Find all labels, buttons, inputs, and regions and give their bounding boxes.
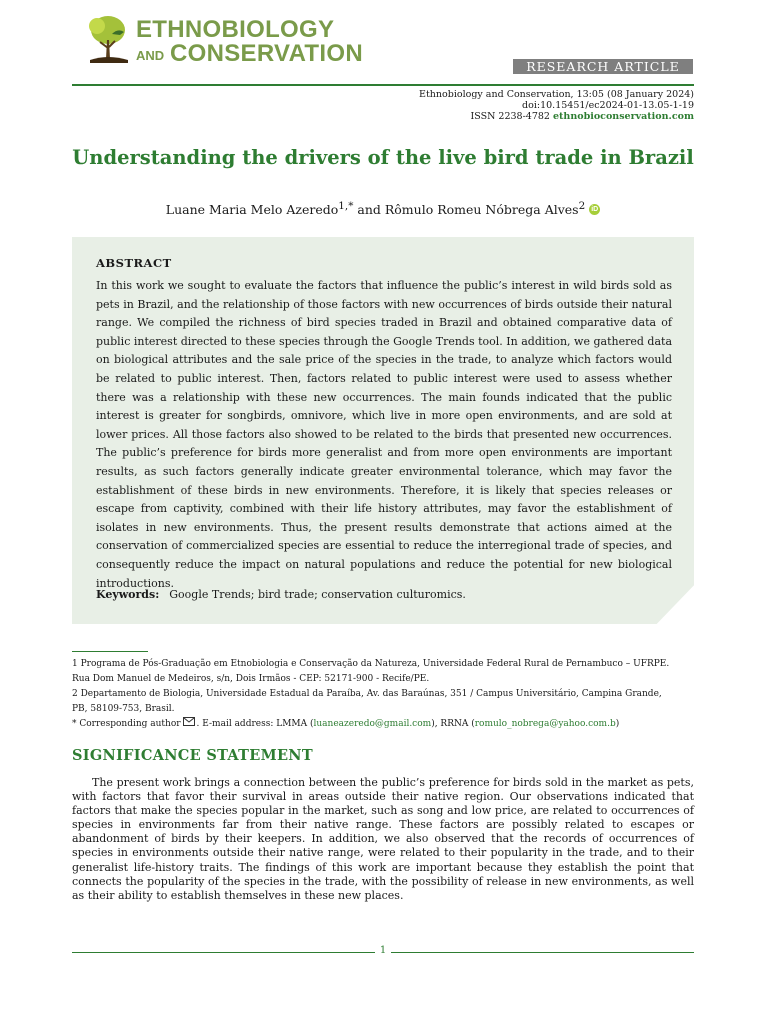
logo-text-and: AND xyxy=(136,48,165,63)
author-1-affil: 1,* xyxy=(338,200,354,212)
issn: ISSN 2238-4782 xyxy=(470,111,550,122)
footer-rule-right xyxy=(391,952,694,953)
corr-mid: . E-mail address: LMMA ( xyxy=(196,719,314,729)
corr-end: ) xyxy=(615,719,620,729)
orcid-icon[interactable]: iD xyxy=(591,206,599,214)
author-2: Rômulo Romeu Nóbrega Alves xyxy=(384,202,579,218)
footnote-1-line1: 1 Programa de Pós-Graduação em Etnobiologia e Conservação da Natureza, Universidade Federal Rural de Pernambuco – UFRPE. xyxy=(72,659,670,669)
footnote-rule xyxy=(72,651,148,652)
footer-rule-left xyxy=(72,952,375,953)
citation-meta xyxy=(419,89,694,122)
doi-line: doi:10.15451/ec2024-01-13.05-1-19 xyxy=(522,100,694,111)
header-divider xyxy=(72,84,694,86)
article-title: Understanding the drivers of the live bird trade in Brazil xyxy=(72,146,694,169)
tree-bird-icon xyxy=(82,14,134,70)
author-list xyxy=(72,200,694,217)
author-2-affil: 2 xyxy=(578,200,586,212)
logo-text-ethnobiology: ETHNOBIOLOGY xyxy=(136,16,335,43)
corr-prefix: * Corresponding author xyxy=(72,719,181,729)
keywords xyxy=(96,588,466,601)
article-type-badge: RESEARCH ARTICLE xyxy=(513,59,693,74)
footnote-2-line2: PB, 58109-753, Brasil. xyxy=(72,704,175,714)
author-1: Luane Maria Melo Azeredo xyxy=(165,202,339,218)
abstract-heading: ABSTRACT xyxy=(96,256,172,270)
citation-line: Ethnobiology and Conservation, 13:05 (08 January 2024) xyxy=(419,89,694,100)
footnote-1-line2: Rua Dom Manuel de Medeiros, s/n, Dois Irmãos - CEP: 52171-900 - Recife/PE. xyxy=(72,674,430,684)
page-number: 1 xyxy=(379,945,387,956)
significance-text: The present work brings a connection between the public’s preference for birds sold in the market as pets, with factors that favor their survival in areas outside their native region. Our observations indicated that factors that make the species popular in the market, such as song and low price, are related to occurrences of species in environments far from their native range. These factors are possibly related to escapes or abandonment of birds by their keepers. In addition, we also observed that the records of occurrences of species in environments outside their native range, were related to their popularity in the trade, and to their generalist life-history traits. The findings of this work are important because they establish the point that connects the popularity of the species in the trade, with the possibility of release in new environments, as well as their ability to establish themselves in these new places. xyxy=(72,776,694,902)
corresponding-author xyxy=(72,717,702,732)
logo-text-conservation: CONSERVATION xyxy=(170,40,363,67)
email-link-1[interactable]: luaneazeredo@gmail.com xyxy=(313,719,432,729)
corr-mid2: ), RRNA ( xyxy=(431,719,475,729)
envelope-icon xyxy=(183,717,195,726)
keywords-label: Keywords: xyxy=(96,588,160,601)
footnote-2-line1: 2 Departamento de Biologia, Universidade Estadual da Paraíba, Av. das Baraúnas, 351 / Campus Universitário, Campina Grande, xyxy=(72,689,662,699)
footnotes xyxy=(72,657,702,732)
journal-logo xyxy=(82,14,363,70)
keywords-list: Google Trends; bird trade; conservation culturomics. xyxy=(169,588,466,601)
issn-line xyxy=(419,111,694,122)
email-link-2[interactable]: romulo_nobrega@yahoo.com.b xyxy=(474,719,616,729)
author-conjunction: and xyxy=(353,202,385,218)
significance-heading: SIGNIFICANCE STATEMENT xyxy=(72,747,313,764)
abstract-text: In this work we sought to evaluate the factors that influence the public’s interest in wild birds sold as pets in Brazil, and the relationship of those factors with new occurrences of birds outside their natural range. We compiled the richness of bird species traded in Brazil and obtained comparative data of public interest directed to these species through the Google Trends tool. In addition, we gathered data on biological attributes and the sale price of the species in the trade, to analyze which factors would be related to public interest. Then, factors related to public interest were used to assess whether there was a relationship with these new occurrences. The main founds indicated that the public interest is greater for songbirds, omnivore, which live in more open environments, and are sold at lower prices. All those factors also showed to be related to the birds that presented new occurrences. The public’s preference for birds more generalist and from more open environments are important results, as such factors generally indicate greater environmental tolerance, which may favor the establishment of these birds in new environments. Therefore, it is likely that species releases or escape from captivity, combined with their life history attributes, may favor the establishment of isolates in new environments. Thus, the present results demonstrate that actions aimed at the conservation of commercialized species are essential to reduce the interregional trade of species, and consequently reduce the impact on natural populations and reduce the potential for new biological introductions. xyxy=(96,279,672,590)
website-link[interactable]: ethnobioconservation.com xyxy=(553,111,694,122)
